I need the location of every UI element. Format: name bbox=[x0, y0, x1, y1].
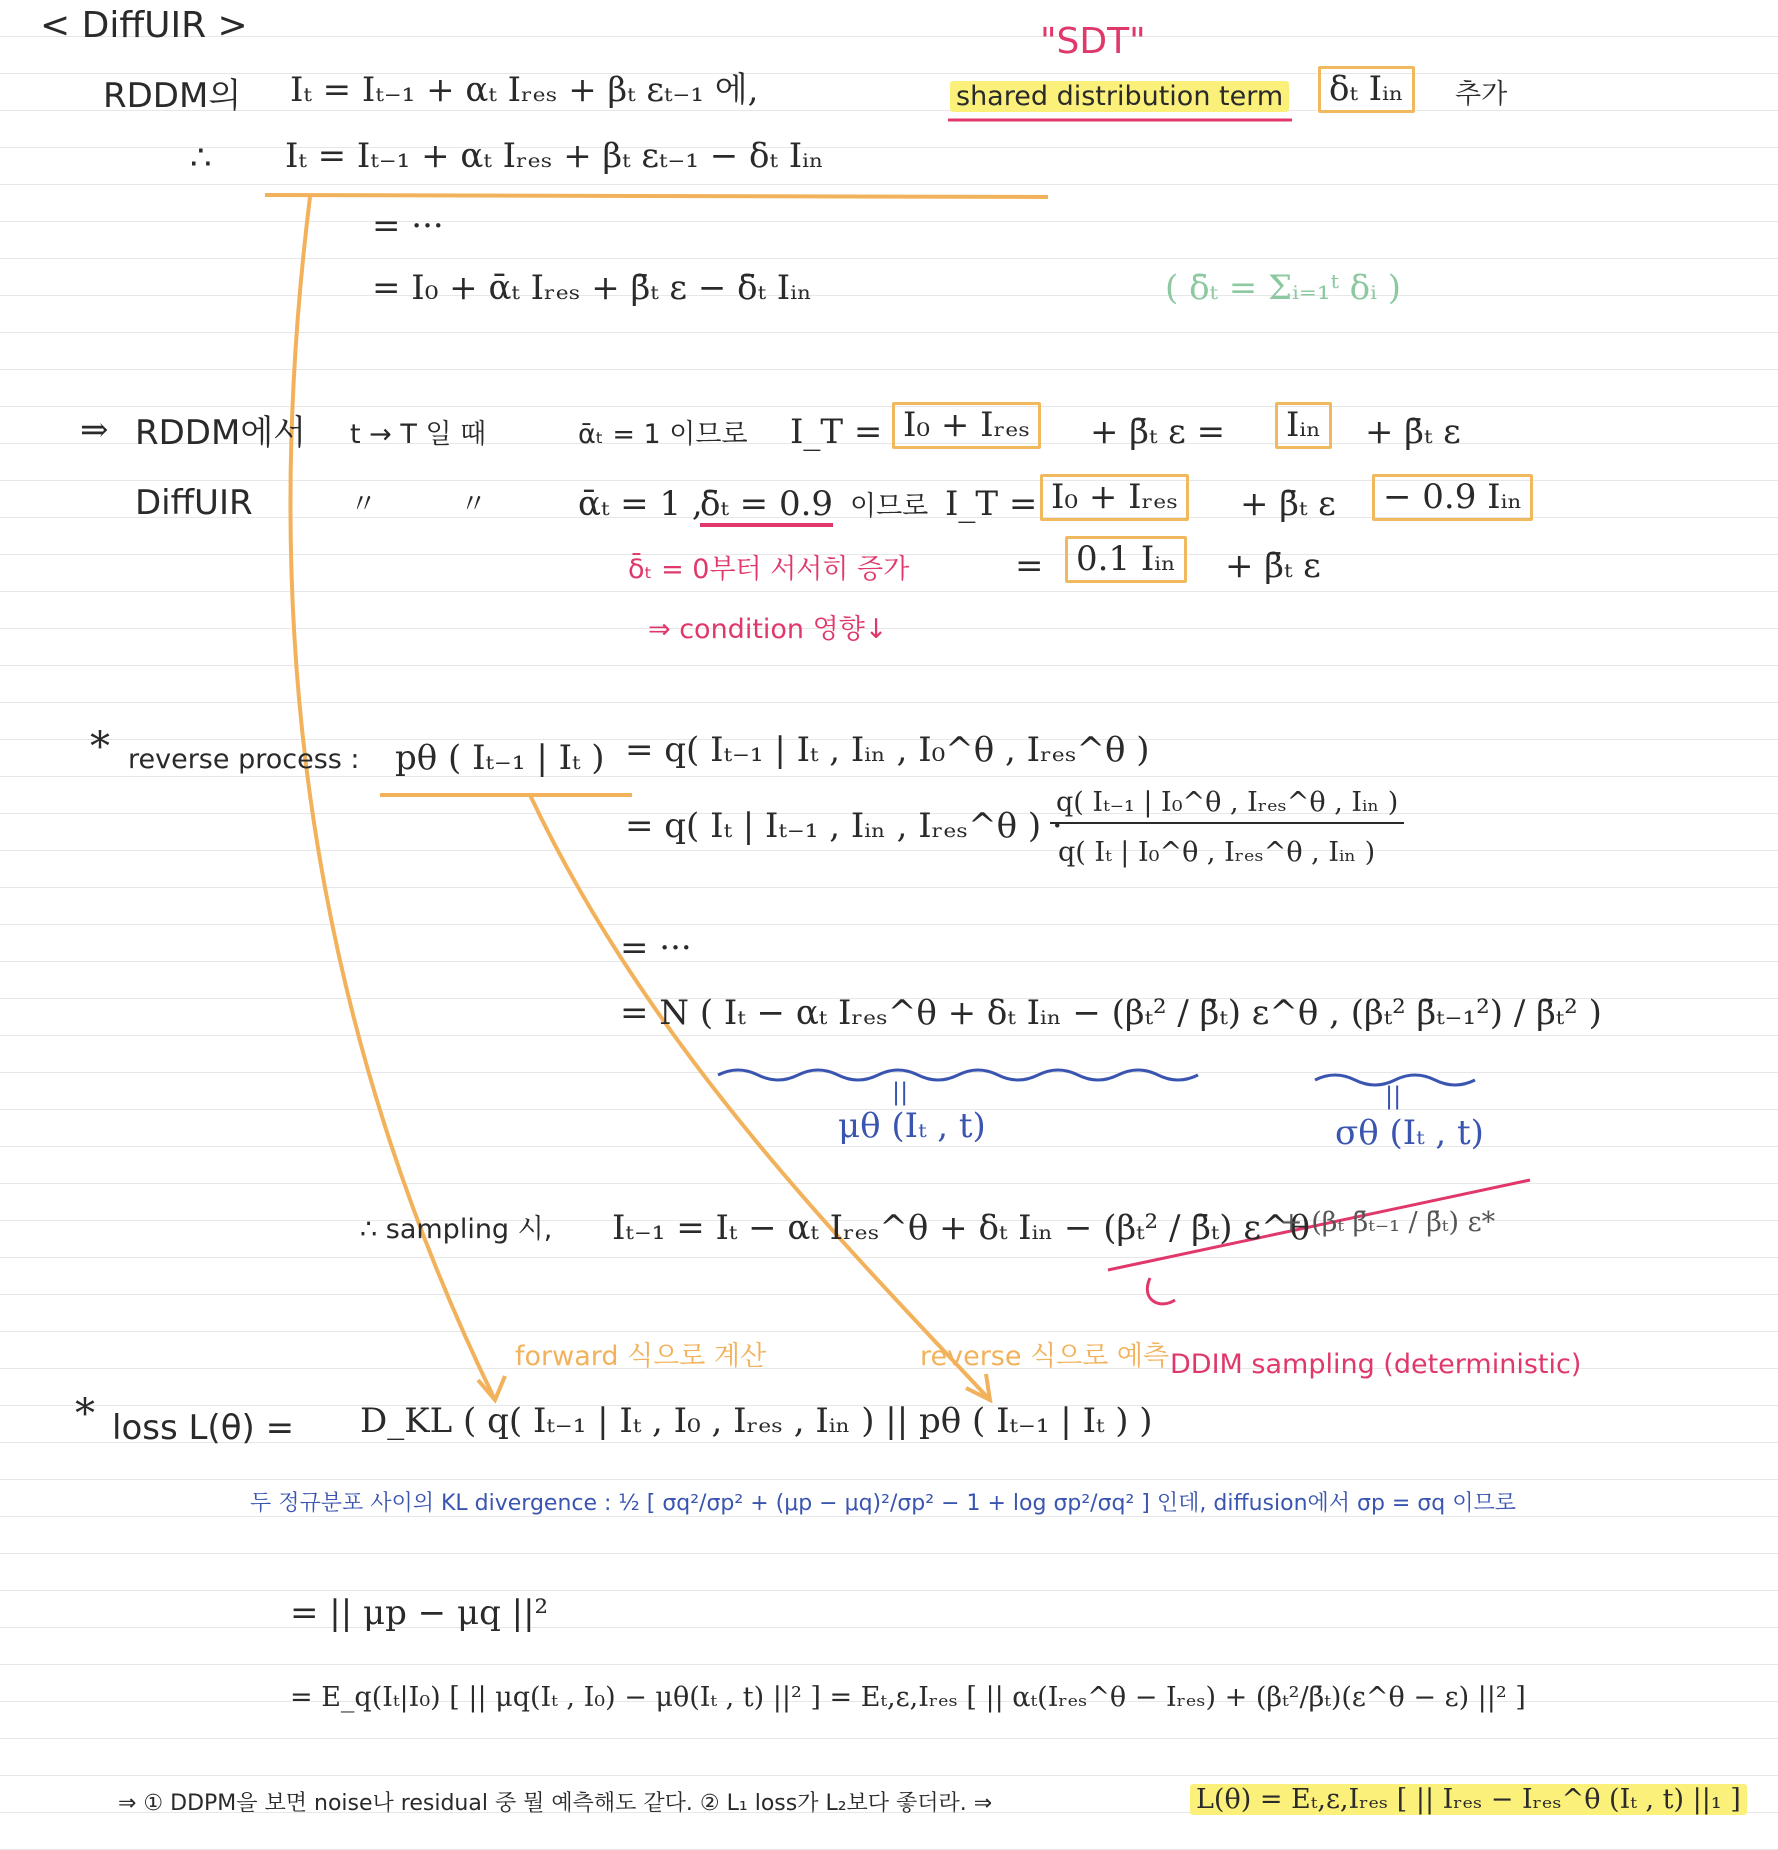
final-note: ⇒ ① DDPM을 보면 noise나 residual 중 뭘 예측해도 같다. ② L₁ loss가 L₂보다 좋더라. ⇒ bbox=[118, 1791, 993, 1816]
loss-line-2: = E_q(Iₜ|I₀) [ || μq(Iₜ , I₀) − μθ(Iₜ , t) ||² ] = Eₜ,ε,Iᵣₑₛ [ || αₜ(Iᵣₑₛ^θ − Iᵣₑₛ) + (βₜ²/β̄ₜ)(ε^θ − ε) ||² ] bbox=[290, 1682, 1526, 1713]
implies-arrow: ⇒ bbox=[80, 410, 109, 450]
diffuir-box-clean-plus-res: I₀ + Iᵣₑₛ bbox=[1040, 474, 1189, 521]
rddm-alpha: ᾱₜ = 1 이므로 bbox=[578, 419, 748, 450]
diffuir-alpha: ᾱₜ = 1 , bbox=[578, 484, 703, 524]
diffuir-IT: I_T = bbox=[945, 484, 1038, 524]
ddim-sampling-note: DDIM sampling (deterministic) bbox=[1170, 1349, 1582, 1380]
diffuir-mid: + β̄ₜ ε bbox=[1240, 484, 1336, 524]
reverse-note: reverse 식으로 예측 bbox=[920, 1341, 1170, 1372]
rddm-equation: Iₜ = Iₜ₋₁ + αₜ Iᵣₑₛ + βₜ εₜ₋₁ 에, bbox=[290, 70, 759, 110]
diffuir-box-input: − 0.9 Iᵢₙ bbox=[1372, 474, 1533, 521]
diffuir-compare-label: DiffUIR bbox=[135, 483, 253, 523]
reverse-process-label: reverse process : bbox=[128, 744, 360, 775]
diffuir-since: 이므로 bbox=[850, 491, 929, 522]
final-loss: L(θ) = Eₜ,ε,Iᵣₑₛ [ || Iᵣₑₛ − Iᵣₑₛ^θ (Iₜ , t) ||₁ ] bbox=[1190, 1784, 1747, 1815]
reverse-rhs-1: = q( Iₜ₋₁ | Iₜ , Iᵢₙ , I₀^θ , Iᵣₑₛ^θ ) bbox=[625, 730, 1150, 770]
ellipsis-line: = ··· bbox=[372, 206, 444, 246]
rddm-compare-label: RDDM에서 bbox=[135, 413, 307, 453]
reverse-rhs-2: = q( Iₜ | Iₜ₋₁ , Iᵢₙ , Iᵣₑₛ^θ ) · bbox=[625, 806, 1063, 846]
loss-label: loss L(θ) = bbox=[112, 1408, 295, 1448]
reverse-lhs: pθ ( Iₜ₋₁ | Iₜ ) bbox=[395, 738, 605, 778]
eq-sign: = bbox=[1015, 546, 1044, 586]
shared-distribution-term: shared distribution term bbox=[950, 81, 1289, 112]
condition-influence-note: ⇒ condition 영향↓ bbox=[648, 614, 888, 645]
bayes-fraction-numerator: q( Iₜ₋₁ | I₀^θ , Iᵣₑₛ^θ , Iᵢₙ ) bbox=[1050, 788, 1404, 824]
rddm-condition: t → T 일 때 bbox=[350, 419, 487, 450]
closed-form-equation: = I₀ + ᾱₜ Iᵣₑₛ + β̄ₜ ε − δ̄ₜ Iᵢₙ bbox=[372, 268, 812, 308]
ditto-mark-2: 〃 bbox=[460, 489, 487, 520]
ditto-mark-1: 〃 bbox=[350, 489, 377, 520]
rddm-box-clean-plus-res: I₀ + Iᵣₑₛ bbox=[892, 402, 1041, 449]
loss-line-1: = || μp − μq ||² bbox=[290, 1593, 549, 1633]
rddm-box-input: Iᵢₙ bbox=[1275, 402, 1332, 449]
loss-star: * bbox=[75, 1391, 95, 1437]
loss-kl-equation: D_KL ( q( Iₜ₋₁ | Iₜ , I₀ , Iᵣₑₛ , Iᵢₙ ) || pθ ( Iₜ₋₁ | Iₜ ) ) bbox=[360, 1401, 1153, 1441]
add-note: 추가 bbox=[1455, 79, 1508, 110]
svg-text:||: || bbox=[1385, 1082, 1402, 1110]
page-title: < DiffUIR > bbox=[40, 5, 248, 46]
diffuir-delta: δ̄ₜ = 0.9 bbox=[700, 486, 833, 527]
diffuir-tail3: + β̄ₜ ε bbox=[1225, 546, 1321, 586]
delta-bar-definition: ( δ̄ₜ = Σᵢ₌₁ᵗ δᵢ ) bbox=[1165, 268, 1402, 308]
shared-distribution-term-highlight bbox=[950, 82, 1289, 112]
sampling-label: ∴ sampling 시, bbox=[360, 1214, 553, 1245]
svg-text:||: || bbox=[892, 1078, 909, 1106]
mu-theta-label: μθ (Iₜ , t) bbox=[838, 1106, 986, 1146]
rddm-label: RDDM의 bbox=[103, 76, 242, 116]
rddm-IT: I_T = bbox=[790, 412, 883, 452]
rddm-tail: + β̄ₜ ε bbox=[1365, 412, 1461, 452]
kl-divergence-note: 두 정규분포 사이의 KL divergence : ½ [ σq²/σp² + (μp − μq)²/σp² − 1 + log σp²/σq² ] 인데, diffusion에서 σp = σq 이므로 bbox=[250, 1491, 1517, 1516]
sigma-theta-label: σθ (Iₜ , t) bbox=[1335, 1113, 1484, 1153]
sampling-equation: Iₜ₋₁ = Iₜ − αₜ Iᵣₑₛ^θ + δₜ Iᵢₙ − (βₜ² / β̄ₜ) ε^θ bbox=[612, 1208, 1310, 1248]
final-loss-highlight bbox=[1190, 1785, 1747, 1815]
struck-noise-term: + (βₜ β̄ₜ₋₁ / β̄ₜ) ε* bbox=[1280, 1207, 1496, 1238]
sdt-label: "SDT" bbox=[1040, 21, 1146, 62]
rddm-mid: + β̄ₜ ε = bbox=[1090, 412, 1226, 452]
forward-note: forward 식으로 계산 bbox=[515, 1341, 767, 1372]
reverse-normal: = N ( Iₜ − αₜ Iᵣₑₛ^θ + δₜ Iᵢₙ − (βₜ² / β̄ₜ) ε^θ , (βₜ² β̄ₜ₋₁²) / β̄ₜ² ) bbox=[620, 993, 1602, 1033]
therefore-symbol: ∴ bbox=[190, 138, 212, 178]
bayes-fraction-denominator: q( Iₜ | I₀^θ , Iᵣₑₛ^θ , Iᵢₙ ) bbox=[1058, 837, 1376, 868]
sdt-term-box: δₜ Iᵢₙ bbox=[1318, 66, 1415, 113]
diffuir-box-residual-input: 0.1 Iᵢₙ bbox=[1065, 536, 1187, 583]
reverse-star: * bbox=[90, 724, 110, 770]
delta-increase-note: δ̄ₜ = 0부터 서서히 증가 bbox=[628, 554, 910, 585]
reverse-ellipsis: = ··· bbox=[620, 928, 692, 968]
diffuir-forward-equation: Iₜ = Iₜ₋₁ + αₜ Iᵣₑₛ + βₜ εₜ₋₁ − δₜ Iᵢₙ bbox=[285, 136, 824, 176]
